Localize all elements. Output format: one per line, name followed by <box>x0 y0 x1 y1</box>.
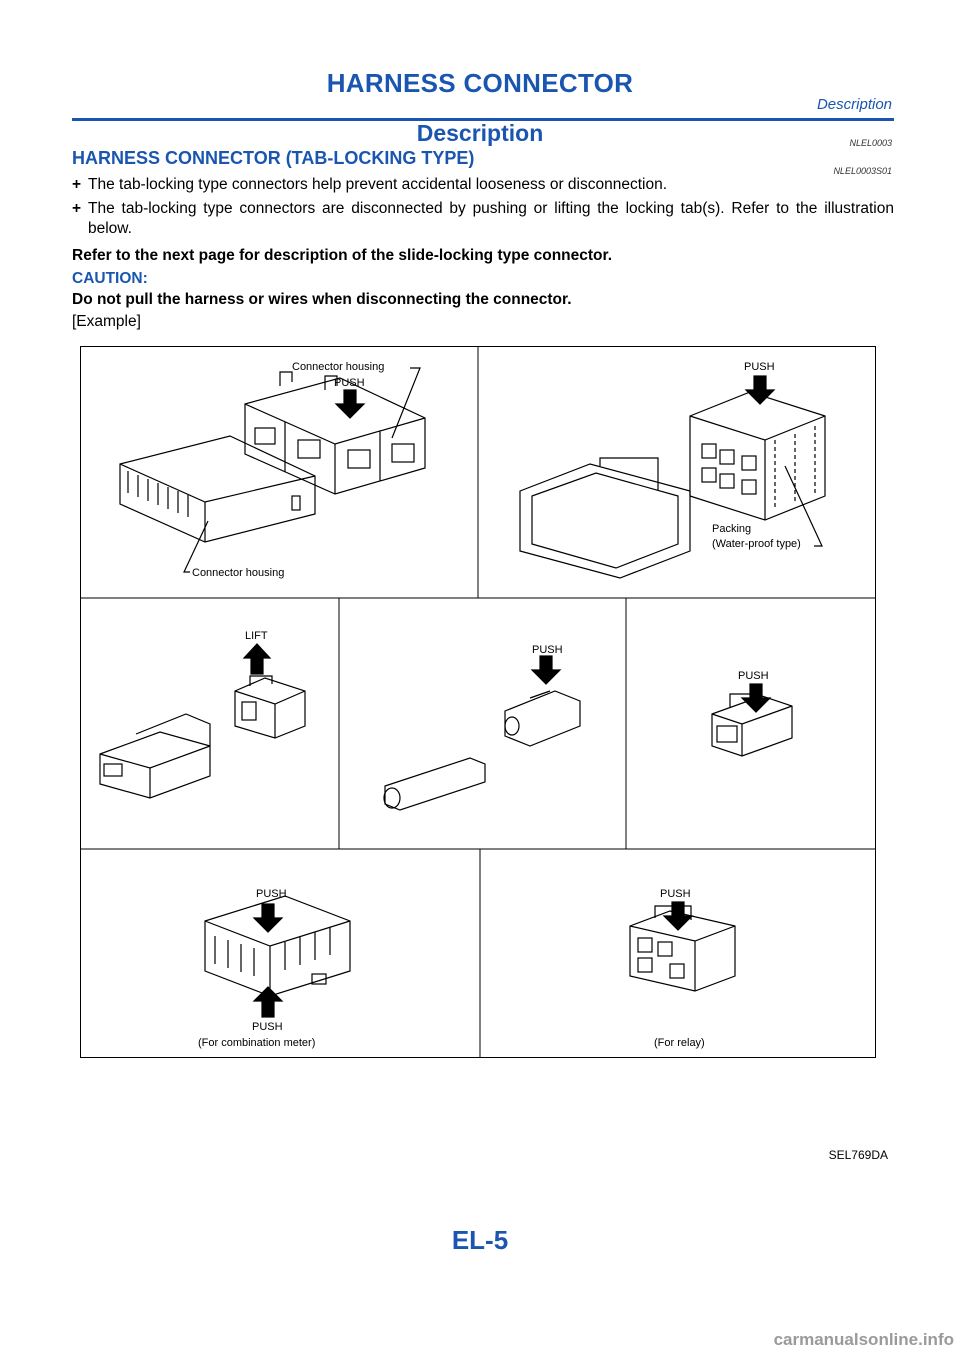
label-water-proof: (Water-proof type) <box>712 538 801 550</box>
push-arrow-icon <box>532 656 560 684</box>
connector-figure <box>80 346 876 1058</box>
bullet-text: The tab-locking type connectors help prevent accidental looseness or disconnection. <box>88 176 668 193</box>
label-push: PUSH <box>744 361 775 373</box>
subsection-code: NLEL0003S01 <box>833 166 892 176</box>
push-arrow-icon <box>254 904 282 932</box>
page-header-title: HARNESS CONNECTOR <box>326 68 634 98</box>
bullet-mark: + <box>72 176 82 193</box>
label-push: PUSH <box>532 644 563 656</box>
figure-code: SEL769DA <box>828 1148 888 1162</box>
caution-heading: CAUTION: <box>72 270 148 287</box>
push-arrow-icon <box>742 684 770 712</box>
section-code: NLEL0003 <box>849 138 892 148</box>
label-push: PUSH <box>660 888 691 900</box>
section-title: Description <box>416 120 544 146</box>
connector-illustration <box>80 346 876 1058</box>
push-arrow-icon <box>746 376 774 404</box>
connector-drawing-lift-type <box>100 676 305 798</box>
label-packing: Packing <box>712 523 752 535</box>
bullet-item <box>72 175 894 195</box>
connector-drawing-round-type <box>384 691 580 810</box>
label-push: PUSH <box>252 1021 283 1033</box>
leader-line <box>785 466 822 546</box>
label-push: PUSH <box>738 670 769 682</box>
lift-arrow-icon <box>244 644 270 674</box>
bullet-item <box>72 199 894 239</box>
leader-line <box>392 368 420 438</box>
label-push: PUSH <box>334 377 365 389</box>
leader-line <box>184 521 208 572</box>
bullet-text: The tab-locking type connectors are disconnected by pushing or lifting the locking tab(s). Refer to the illustration below. <box>88 200 894 237</box>
page-header-subtitle: Description <box>816 96 892 113</box>
connector-drawing-waterproof <box>520 392 825 578</box>
example-label: [Example] <box>72 313 141 330</box>
caution-text: Do not pull the harness or wires when disconnecting the connector. <box>72 291 572 308</box>
connector-drawing-combination-meter <box>205 896 350 996</box>
label-for-combination-meter: (For combination meter) <box>198 1037 316 1049</box>
label-connector-housing-bottom: Connector housing <box>192 567 285 579</box>
label-lift: LIFT <box>245 630 268 642</box>
page-number: EL-5 <box>451 1225 509 1255</box>
label-for-relay: (For relay) <box>654 1037 705 1049</box>
site-watermark: carmanualsonline.info <box>773 1330 954 1349</box>
bullet-mark: + <box>72 200 82 217</box>
reference-note: Refer to the next page for description of the slide-locking type connector. <box>72 247 612 264</box>
connector-drawing-large-housing <box>120 372 425 542</box>
push-arrow-icon <box>336 390 364 418</box>
label-push: PUSH <box>256 888 287 900</box>
subsection-title: HARNESS CONNECTOR (TAB-LOCKING TYPE) <box>72 148 475 168</box>
label-connector-housing-top: Connector housing <box>292 361 385 373</box>
